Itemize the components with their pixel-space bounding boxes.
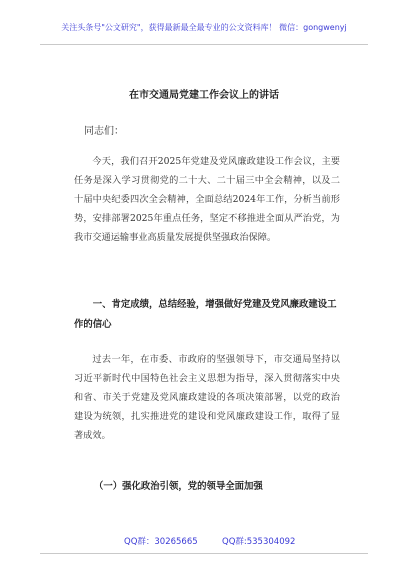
greeting: 同志们： [84, 126, 124, 137]
paragraph-achievements: 过去一年，在市委、市政府的坚强领导下，市交通局坚持以习近平新时代中国特色社会主义思想为指导，深入贯彻落实中央和省、市关于党建及党风廉政建设的各项决策部署，以党的政治建设为统领，扎实推进党的建设和党风廉政建设工作，取得了显著成效。 [74, 354, 340, 441]
footer-qq-group-1: QQ群：30265665 [124, 537, 198, 547]
paragraph-intro: 今天，我们召开2025年党建及党风廉政建设工作会议，主要任务是深入学习贯彻党的二十大、二十届三中全会精神，以及二十届中央纪委四次全会精神，全面总结2024年工作，分析当前形势，安排部署2025年重点任务，坚定不移推进全面从严治党，为我市交通运输事业高质量发展提供坚强政治保障。 [74, 156, 340, 243]
section-heading-1: 一、肯定成绩，总结经验，增强做好党建及党风廉政建设工作的信心 [74, 299, 337, 330]
footer-qq-group-2: QQ群:535304092 [222, 537, 296, 547]
header-divider [40, 44, 368, 45]
document-title: 在市交通局党建工作会议上的讲话 [129, 90, 279, 101]
footer-divider [40, 553, 368, 554]
subsection-heading-1: （一）强化政治引领，党的领导全面加强 [94, 481, 263, 492]
header-banner: 关注头条号"公文研究"，获得最新最全最专业的公文资料库！ 微信：gongwenyj [61, 23, 347, 32]
